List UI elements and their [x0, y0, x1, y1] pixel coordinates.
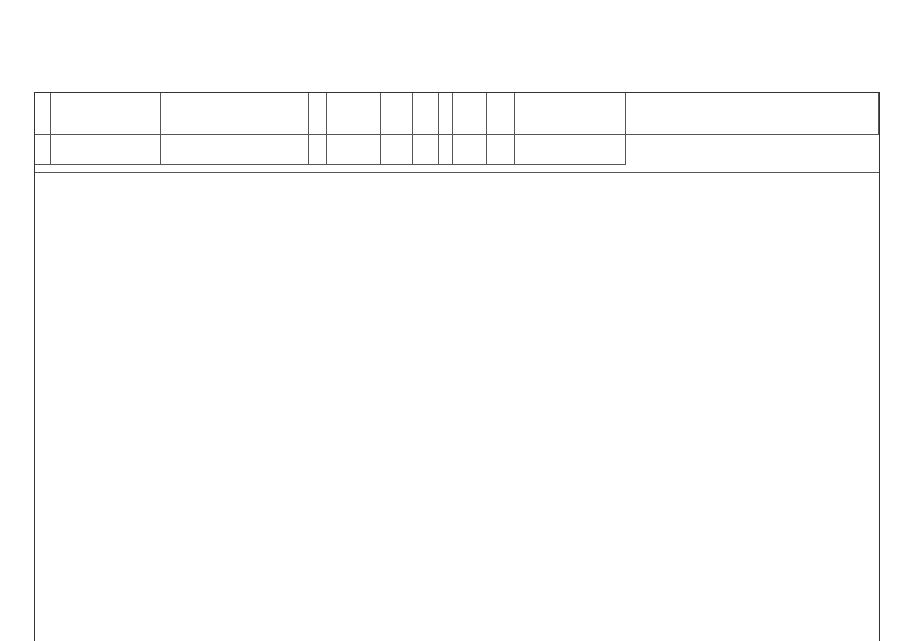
- table-header: [35, 93, 879, 135]
- header-num: [35, 93, 51, 135]
- header-wall-material: [327, 93, 381, 135]
- header-house-no: [487, 93, 515, 135]
- header-year-built: [309, 93, 327, 135]
- header-works: [515, 93, 626, 135]
- header-total-area: [439, 93, 453, 135]
- header-floors: [413, 93, 439, 135]
- header-address: [381, 93, 413, 135]
- header-settlement: [161, 93, 309, 135]
- column-number-row: [35, 165, 879, 173]
- header-municipality: [51, 93, 161, 135]
- header-street: [453, 93, 487, 135]
- capital-repair-table: [34, 92, 880, 641]
- header-period: [626, 93, 879, 135]
